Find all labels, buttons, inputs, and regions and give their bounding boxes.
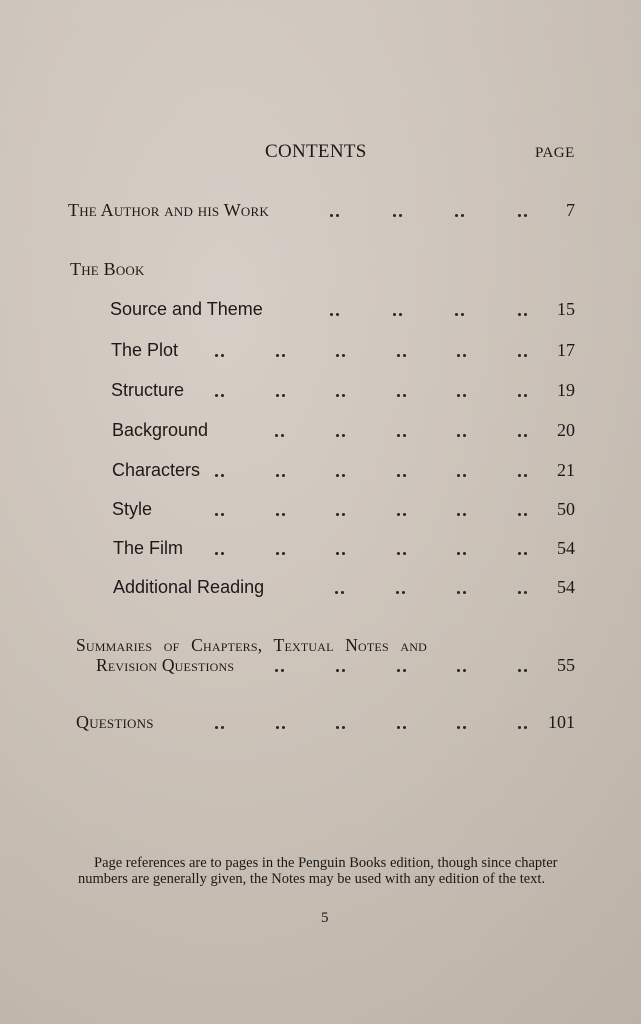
leader-dot	[336, 474, 339, 477]
toc-entry-page: 15	[557, 299, 575, 319]
toc-entry-source-and-theme	[0, 299, 641, 325]
leader-dot	[282, 726, 285, 729]
leader-dot	[335, 591, 338, 594]
leader-dot	[282, 552, 285, 555]
leader-dot	[393, 313, 396, 316]
leader-dot	[221, 513, 224, 516]
leader-dots	[215, 390, 530, 398]
leader-dot	[276, 354, 279, 357]
leader-dot	[336, 313, 339, 316]
toc-entry-label: Structure	[111, 380, 185, 400]
leader-dot	[457, 669, 460, 672]
leader-dot	[336, 394, 339, 397]
leader-dot	[221, 474, 224, 477]
leader-dot	[215, 354, 218, 357]
leader-dot	[403, 394, 406, 397]
leader-dot	[330, 214, 333, 217]
leader-dot	[221, 726, 224, 729]
leader-dot	[282, 394, 285, 397]
toc-entry-label: Characters	[112, 460, 201, 480]
leader-dot	[221, 394, 224, 397]
leader-dot	[336, 726, 339, 729]
leader-dot	[403, 552, 406, 555]
leader-dot	[518, 726, 521, 729]
leader-dot	[336, 354, 339, 357]
leader-dot	[215, 513, 218, 516]
leader-dot	[463, 474, 466, 477]
leader-dot	[524, 214, 527, 217]
leader-dot	[524, 552, 527, 555]
leader-dot	[524, 669, 527, 672]
leader-dot	[524, 591, 527, 594]
leader-dots	[330, 309, 530, 317]
toc-entry-page: 7	[566, 200, 575, 220]
leader-dot	[461, 214, 464, 217]
toc-entry-label: The Film	[113, 538, 184, 558]
leader-dot	[342, 513, 345, 516]
toc-entry-page: 20	[557, 420, 575, 440]
toc-entry-label-line1: Summaries of Chapters, Textual Notes and	[76, 635, 428, 655]
leader-dot	[524, 434, 527, 437]
leader-dot	[336, 513, 339, 516]
contents-heading: CONTENTS	[265, 141, 367, 162]
toc-entry-characters	[0, 460, 641, 486]
leader-dot	[281, 434, 284, 437]
leader-dot	[336, 434, 339, 437]
page-number: 5	[321, 910, 329, 926]
leader-dot	[397, 669, 400, 672]
toc-entry-style	[0, 499, 641, 525]
toc-entry-label: Background	[112, 420, 209, 440]
leader-dots	[335, 587, 530, 595]
leader-dot	[457, 474, 460, 477]
leader-dot	[342, 434, 345, 437]
leader-dot	[397, 474, 400, 477]
leader-dot	[330, 313, 333, 316]
leader-dot	[275, 434, 278, 437]
leader-dot	[463, 591, 466, 594]
leader-dot	[336, 669, 339, 672]
toc-section-label: The Book	[70, 259, 145, 279]
leader-dot	[215, 726, 218, 729]
leader-dots	[215, 350, 530, 358]
leader-dot	[518, 552, 521, 555]
toc-entry-label: Additional Reading	[113, 577, 265, 597]
leader-dot	[397, 552, 400, 555]
leader-dot	[403, 726, 406, 729]
leader-dot	[463, 354, 466, 357]
leader-dot	[403, 474, 406, 477]
leader-dot	[457, 513, 460, 516]
leader-dot	[397, 434, 400, 437]
leader-dot	[455, 313, 458, 316]
toc-entry-label: The Author and his Work	[68, 200, 269, 220]
leader-dot	[282, 354, 285, 357]
leader-dot	[276, 726, 279, 729]
leader-dot	[457, 434, 460, 437]
page-column-label: PAGE	[535, 145, 575, 161]
leader-dot	[396, 591, 399, 594]
leader-dot	[275, 669, 278, 672]
leader-dot	[282, 474, 285, 477]
leader-dot	[457, 591, 460, 594]
leader-dot	[276, 394, 279, 397]
leader-dot	[518, 434, 521, 437]
leader-dot	[518, 214, 521, 217]
leader-dot	[463, 513, 466, 516]
footnote: Page references are to pages in the Penguin Books edition, though since chapter numbers are generally given, the Notes may be used with any edition of the text.	[78, 855, 558, 887]
leader-dot	[463, 434, 466, 437]
leader-dot	[463, 394, 466, 397]
leader-dot	[393, 214, 396, 217]
leader-dot	[402, 591, 405, 594]
leader-dot	[215, 394, 218, 397]
leader-dot	[342, 669, 345, 672]
leader-dot	[524, 513, 527, 516]
leader-dot	[524, 474, 527, 477]
leader-dot	[336, 214, 339, 217]
leader-dots	[275, 665, 530, 673]
leader-dot	[399, 313, 402, 316]
toc-entry-page: 54	[557, 577, 575, 597]
toc-entry-summaries-line2	[0, 655, 641, 681]
toc-entry-page: 19	[557, 380, 575, 400]
toc-entry-page: 50	[557, 499, 575, 519]
leader-dots	[215, 470, 530, 478]
leader-dot	[457, 726, 460, 729]
leader-dot	[403, 669, 406, 672]
toc-entry-page: 21	[557, 460, 575, 480]
toc-entry-page: 54	[557, 538, 575, 558]
leader-dot	[215, 552, 218, 555]
leader-dot	[524, 394, 527, 397]
leader-dot	[342, 726, 345, 729]
toc-entry-label: Source and Theme	[110, 299, 263, 319]
leader-dots	[330, 210, 530, 218]
leader-dot	[403, 434, 406, 437]
leader-dots	[275, 430, 530, 438]
leader-dot	[518, 513, 521, 516]
leader-dots	[215, 722, 530, 730]
leader-dot	[518, 669, 521, 672]
leader-dot	[397, 394, 400, 397]
leader-dot	[518, 394, 521, 397]
leader-dot	[336, 552, 339, 555]
toc-entry-questions	[0, 712, 641, 738]
leader-dot	[221, 552, 224, 555]
toc-entry-structure	[0, 380, 641, 406]
leader-dot	[403, 513, 406, 516]
toc-entry-page: 101	[548, 712, 575, 732]
leader-dot	[463, 726, 466, 729]
toc-entry-page: 17	[557, 340, 575, 360]
toc-entry-the-plot	[0, 340, 641, 366]
toc-entry-page: 55	[557, 655, 575, 675]
leader-dot	[282, 513, 285, 516]
leader-dot	[518, 474, 521, 477]
toc-entry-the-film	[0, 538, 641, 564]
leader-dot	[397, 513, 400, 516]
leader-dot	[399, 214, 402, 217]
leader-dot	[455, 214, 458, 217]
leader-dot	[276, 552, 279, 555]
toc-entry-label: Style	[112, 499, 153, 519]
leader-dot	[463, 552, 466, 555]
leader-dot	[461, 313, 464, 316]
leader-dot	[457, 394, 460, 397]
leader-dot	[518, 313, 521, 316]
toc-section-the-book	[0, 259, 641, 285]
leader-dot	[276, 474, 279, 477]
leader-dot	[463, 669, 466, 672]
leader-dots	[215, 548, 530, 556]
leader-dot	[342, 552, 345, 555]
toc-entry-additional-reading	[0, 577, 641, 603]
leader-dot	[341, 591, 344, 594]
leader-dot	[457, 552, 460, 555]
leader-dot	[342, 394, 345, 397]
toc-entry-label: The Plot	[111, 340, 179, 360]
leader-dot	[342, 474, 345, 477]
toc-entry-label-line2: Revision Questions	[96, 655, 235, 675]
leader-dot	[524, 354, 527, 357]
leader-dot	[276, 513, 279, 516]
leader-dot	[342, 354, 345, 357]
leader-dot	[215, 474, 218, 477]
leader-dots	[215, 509, 530, 517]
toc-entry-background	[0, 420, 641, 446]
toc-entry-author	[0, 200, 641, 226]
leader-dot	[457, 354, 460, 357]
leader-dot	[524, 726, 527, 729]
leader-dot	[221, 354, 224, 357]
leader-dot	[518, 591, 521, 594]
leader-dot	[403, 354, 406, 357]
leader-dot	[397, 354, 400, 357]
leader-dot	[397, 726, 400, 729]
leader-dot	[524, 313, 527, 316]
leader-dot	[281, 669, 284, 672]
toc-entry-label: Questions	[76, 712, 154, 732]
leader-dot	[518, 354, 521, 357]
